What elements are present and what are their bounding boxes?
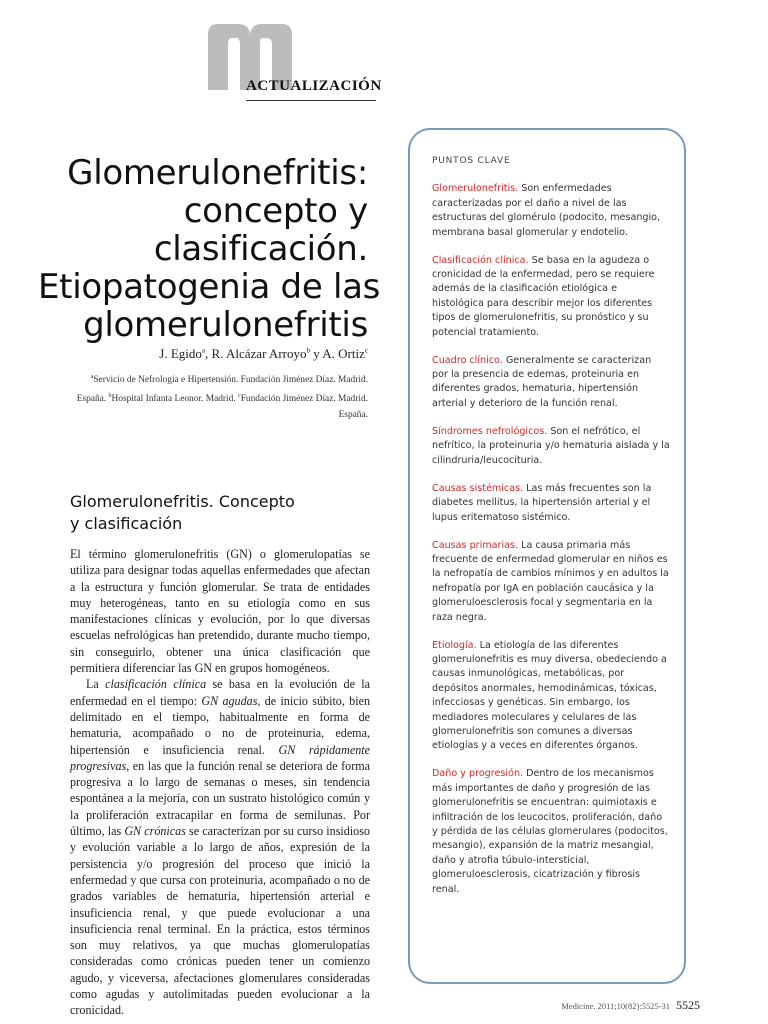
title-line: Glomerulonefritis: [67, 153, 368, 193]
author-name: J. Egido [159, 346, 202, 361]
key-point-term: Cuadro clínico. [432, 354, 503, 366]
key-point-item [432, 354, 670, 412]
affil-text: Servicio de Nefrología e Hipertensión. Fundación Jiménez Díaz. Madrid. España. [76, 375, 368, 405]
affiliations [68, 369, 368, 423]
key-point-text: Generalmente se caracterizan por la presencia de edemas, proteinuria en diferentes grados, hematuria, hipertensión arterial y deterioro de la función renal. [432, 354, 652, 409]
key-points [432, 154, 670, 911]
title-line: clasificación. [153, 229, 368, 269]
italic-term: GN agudas [201, 693, 258, 708]
section-label: ACTUALIZACIÓN [246, 78, 382, 94]
italic-term: GN rápidamente progresivas [70, 742, 370, 773]
author-name: A. Ortiz [322, 346, 365, 361]
title-line: concepto y [183, 191, 368, 231]
key-point-term: Daño y progresión. [432, 768, 524, 780]
affil-sup: a [90, 374, 94, 380]
key-point-term: Clasificación clínica. [432, 254, 529, 266]
key-point-text: La etiología de las diferentes glomerulonefritis es muy diversa, obedeciendo a causas inmunológicas, metabólicas, por depósitos anormales, hemodinámicas, tóxicas, infecciosas y genéticas. Sin embargo, los mediadores moleculares y celulares de las glomerulonefritis son comunes a diversas etiologías y a veces en diferentes órganos. [432, 639, 667, 752]
author-sup: c [364, 346, 368, 355]
author-separator: y [309, 346, 323, 361]
italic-term: clasificación clínica [105, 677, 207, 692]
key-point-item [432, 425, 670, 468]
section-heading-line: y clasificación [70, 514, 183, 533]
author-sup: b [306, 346, 310, 355]
authors [38, 346, 368, 362]
key-point-term: Causas sistémicas. [432, 482, 524, 494]
key-point-item [432, 639, 670, 754]
page-footer [561, 998, 700, 1013]
key-point-term: Causas primarias. [432, 539, 519, 551]
author-separator: , [205, 346, 212, 361]
key-point-term: Glomerulonefritis. [432, 183, 519, 195]
text-run: , de inicio súbito, bien delimitado en el tiempo, habitualmente en forma de hematuria, acompañado o no de proteinuria, edema, hipertensión e insuficiencia renal. [70, 693, 370, 757]
text-run: se basa en la evolución de la enfermedad en el tiempo: [70, 677, 371, 708]
key-point-term: Síndromes nefrológicos. [432, 425, 548, 437]
key-point-item [432, 182, 670, 240]
key-point-text: Son enfermedades caracterizadas por el daño a nivel de las estructuras del glomérulo (podocito, mesangio, membrana basal glomerular y endotelio. [432, 183, 661, 238]
section-heading [70, 491, 370, 535]
section-heading-line: Glomerulonefritis. Concepto [70, 492, 295, 511]
key-point-text: Son el nefrótico, el nefrítico, la proteinuria y/o hematuria aislada y la cilindruria/leucocituria. [432, 425, 670, 466]
page-number: 5525 [676, 998, 700, 1012]
title-line: glomerulonefritis [83, 305, 368, 345]
key-point-term: Etiología. [432, 639, 477, 651]
affil-text: Hospital Infanta Leonor. Madrid. [111, 394, 239, 405]
title-line: Etiopatogenia de las [38, 267, 381, 307]
key-point-text: Se basa en la agudeza o cronicidad de la enfermedad, pero se requiere además de la clasificación etiológica e histológica para describir mejor los diferentes tipos de glomerulonefritis, su pronóstico y su potencial tratamiento. [432, 254, 655, 338]
text-run: , en las que la función renal se deteriora de forma progresiva a lo largo de semanas o meses, sin tendencia espontánea a la mejoría, con un sustrato histológico común y la proliferación extracapilar en forma de semilunas. Por último, las [70, 758, 370, 839]
affil-sup: b [108, 393, 112, 400]
author-name: R. Alcázar Arroyo [211, 346, 307, 361]
key-point-item [432, 254, 670, 340]
text-run: La [86, 677, 106, 692]
key-point-text: La causa primaria más frecuente de enfermedad glomerular en niños es la nefropatía de cambios mínimos y en adultos la nefropatía por IgA en población caucásica y la glomeruloesclerosis focal y segmentaria en la raza negra. [432, 539, 669, 623]
key-point-item [432, 482, 670, 525]
author-sup: a [201, 346, 206, 355]
text-run: se caracterizan por su curso insidioso y evolución variable a lo largo de años, expresión de la persistencia y/o progresión del proceso que inició la enfermedad y que cursa con proteinuria, acompañado o no de grados variables de hematuria, hipertensión arterial e insuficiencia renal, y que puede evolucionar a una insuficiencia renal terminal. En la práctica, estos términos son muy relativos, ya que muchas glomerulopatías consideradas como crónicas pueden tener un comienzo agudo, y viceversa, afectaciones glomerulares consideradas como agudas y autolimitadas pueden evolucionar a la cronicidad. [70, 824, 370, 1018]
paragraph: El término glomerulonefritis (GN) o glomerulopatías se utiliza para designar todas aquellas enfermedades que afectan a la estructura y función glomerular. Se trata de entidades muy heterogéneas, tanto en su etiología como en sus manifestaciones clínicas y evolución, por lo que diversas escuelas nefrológicas han pretendido, durante mucho tiempo, sin conseguirlo, obtener una única clasificación que permitiera diferenciar las GN en grupos homogéneos. [70, 547, 370, 676]
key-point-text: Dentro de los mecanismos más importantes de daño y progresión de las glomerulonefritis se encuentran: quimiotaxis e infiltración de los leucocitos, proliferación, daño y pérdida de las células glomerulares (podocitos, mesangio), expansión de la matriz mesangial, daño y atrofia túbulo-intersticial, glomeruloesclerosis, cicatrización y fibrosis renal. [432, 768, 668, 895]
affil-sup: c [238, 393, 241, 400]
body-text [70, 546, 370, 1019]
paragraph [70, 676, 370, 1018]
citation: Medicine. 2011;10(82):5525-31 [561, 1001, 670, 1011]
key-point-text: Las más frecuentes son la diabetes mellitus, la hipertensión arterial y el lupus eritematoso sistémico. [432, 482, 652, 523]
key-points-heading: PUNTOS CLAVE [432, 156, 511, 166]
affil-text: Fundación Jiménez Díaz. Madrid. España. [240, 394, 368, 421]
article-title [38, 153, 381, 345]
italic-term: GN crónicas [124, 824, 186, 839]
key-point-item [432, 767, 670, 897]
key-point-item [432, 539, 670, 625]
section-rule [246, 100, 376, 101]
